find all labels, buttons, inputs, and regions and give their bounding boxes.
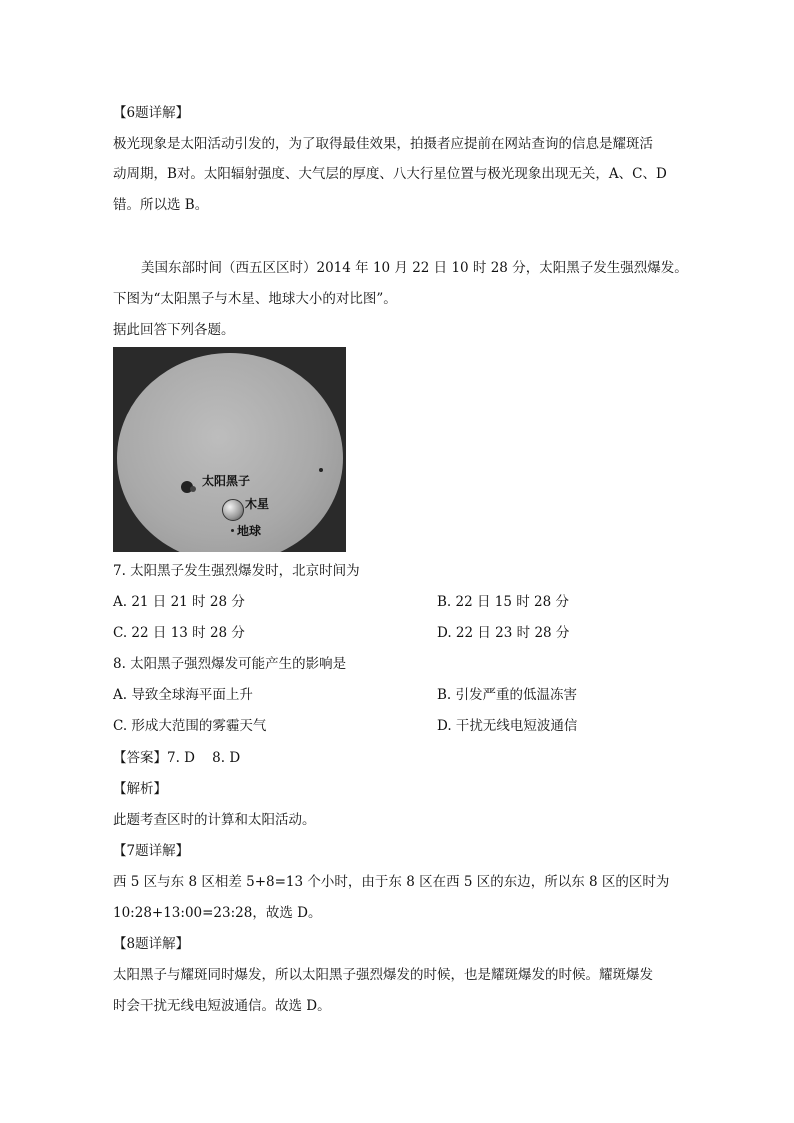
question-7-option-c: C. 22 日 13 时 28 分 — [113, 625, 245, 641]
earth-label: 地球 — [237, 524, 262, 538]
intro-line-3: 据此回答下列各题。 — [113, 322, 235, 338]
q8-detail-heading: 【8题详解】 — [113, 936, 190, 952]
sunspot-small — [190, 486, 196, 492]
jupiter-disk — [222, 499, 244, 521]
q8-detail-line-1: 太阳黑子与耀斑同时爆发，所以太阳黑子强烈爆发的时候，也是耀斑爆发的时候。耀斑爆发 — [113, 967, 653, 983]
question-8-stem: 8. 太阳黑子强烈爆发可能产生的影响是 — [113, 656, 347, 672]
question-7-stem: 7. 太阳黑子发生强烈爆发时，北京时间为 — [113, 563, 360, 579]
q6-detail-line-2: 动周期，B对。太阳辐射强度、大气层的厚度、八大行星位置与极光现象出现无关，A、C、D — [113, 166, 667, 182]
answer-line: 【答案】7. D 8. D — [113, 750, 241, 766]
q7-detail-line-1: 西 5 区与东 8 区相差 5+8=13 个小时，由于东 8 区在西 5 区的东边，所以东 8 区的区时为 — [113, 874, 670, 890]
question-7-option-d: D. 22 日 23 时 28 分 — [437, 625, 570, 641]
analysis-text: 此题考查区时的计算和太阳活动。 — [113, 812, 316, 828]
q7-detail-line-2: 10:28+13:00=23:28，故选 D。 — [113, 905, 322, 921]
intro-line-1: 美国东部时间（西五区区时）2014 年 10 月 22 日 10 时 28 分，太阳黑子发生强烈爆发。 — [141, 260, 688, 276]
q7-detail-heading: 【7题详解】 — [113, 843, 190, 859]
question-7-option-b: B. 22 日 15 时 28 分 — [437, 594, 569, 610]
question-8-option-a: A. 导致全球海平面上升 — [113, 687, 253, 703]
earth-dot — [231, 529, 234, 532]
analysis-heading: 【解析】 — [113, 781, 167, 797]
sunspot-label: 太阳黑子 — [202, 474, 251, 488]
sunspot-dot — [319, 468, 323, 472]
question-7-option-a: A. 21 日 21 时 28 分 — [113, 594, 245, 610]
q6-detail-heading: 【6题详解】 — [113, 105, 190, 121]
question-8-option-c: C. 形成大范围的雾霾天气 — [113, 718, 267, 734]
q6-detail-line-1: 极光现象是太阳活动引发的，为了取得最佳效果，拍摄者应提前在网站查询的信息是耀斑活 — [113, 136, 653, 152]
sun-disk — [117, 353, 343, 552]
q8-detail-line-2: 时会干扰无线电短波通信。故选 D。 — [113, 998, 331, 1014]
sunspot-comparison-figure — [113, 347, 346, 552]
q6-detail-line-3: 错。所以选 B。 — [113, 197, 209, 213]
jupiter-label: 木星 — [245, 497, 270, 511]
question-8-option-b: B. 引发严重的低温冻害 — [437, 687, 578, 703]
question-8-option-d: D. 干扰无线电短波通信 — [437, 718, 578, 734]
intro-line-2: 下图为“太阳黑子与木星、地球大小的对比图”。 — [113, 291, 397, 307]
